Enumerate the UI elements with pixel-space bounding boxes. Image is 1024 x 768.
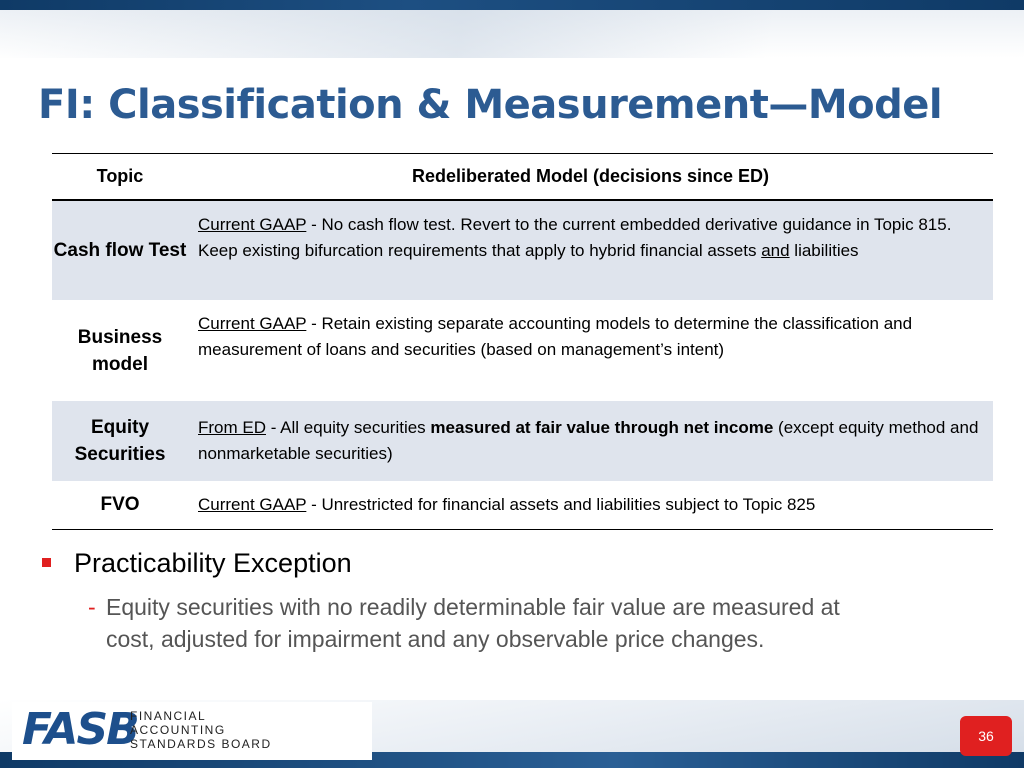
table-row — [52, 200, 993, 300]
row-text: - Unrestricted for financial assets and liabilities subject to Topic 825 — [306, 495, 816, 514]
row-topic: Cash flow Test — [52, 200, 188, 300]
row-text-end: (except equity method and nonmarketable securities) — [198, 418, 979, 463]
table-row — [52, 300, 993, 401]
fasb-logo — [12, 702, 372, 760]
header-band — [0, 0, 1024, 58]
sub-bullet-marker: - — [88, 594, 96, 620]
row-description — [188, 401, 993, 481]
row-text: - All equity securities — [266, 418, 431, 437]
row-source: From ED — [198, 418, 266, 437]
row-source: Current GAAP — [198, 314, 307, 333]
row-text: - Retain existing separate accounting models to determine the classification and measurement of loans and securities (based on management’s intent) — [198, 314, 913, 359]
row-source: Current GAAP — [198, 215, 307, 234]
page-number-badge — [960, 716, 1012, 756]
row-emphasis: and — [761, 241, 790, 260]
logo-line: STANDARDS BOARD — [130, 737, 272, 751]
row-topic: Equity Securities — [52, 401, 188, 481]
row-description — [188, 300, 993, 401]
row-source: Current GAAP — [198, 495, 307, 514]
table-row — [52, 401, 993, 481]
row-bold: measured at fair value through net income — [430, 418, 774, 437]
row-description — [188, 200, 993, 300]
logo-mark: FASB — [22, 704, 138, 755]
table-header-row — [52, 154, 993, 201]
row-text-end: liabilities — [789, 241, 859, 260]
bullet-text: Practicability Exception — [74, 548, 352, 578]
bullet-square-icon — [42, 558, 51, 567]
header-topic: Topic — [52, 154, 188, 201]
row-text: - No cash flow test. Revert to the current embedded derivative guidance in Topic 815. Keep existing bifurcation requirements that apply to hybrid financial assets — [198, 215, 952, 260]
row-topic: FVO — [100, 494, 140, 516]
slide-title: FI: Classification & Measurement—Model — [38, 82, 943, 128]
row-topic: Business model — [77, 326, 163, 375]
logo-line: ACCOUNTING — [130, 723, 226, 737]
header-swoosh — [0, 10, 1024, 58]
model-table — [52, 153, 993, 530]
header-stripe — [0, 0, 1024, 10]
sub-bullet-text: Equity securities with no readily determinable fair value are measured at cost, adjusted for impairment and any observable price changes. — [106, 594, 840, 652]
logo-line: FINANCIAL — [130, 709, 207, 723]
row-description — [188, 481, 993, 529]
logo-words — [130, 709, 272, 751]
table-row — [52, 481, 993, 529]
page-number: 36 — [978, 728, 994, 744]
header-model: Redeliberated Model (decisions since ED) — [188, 154, 993, 201]
